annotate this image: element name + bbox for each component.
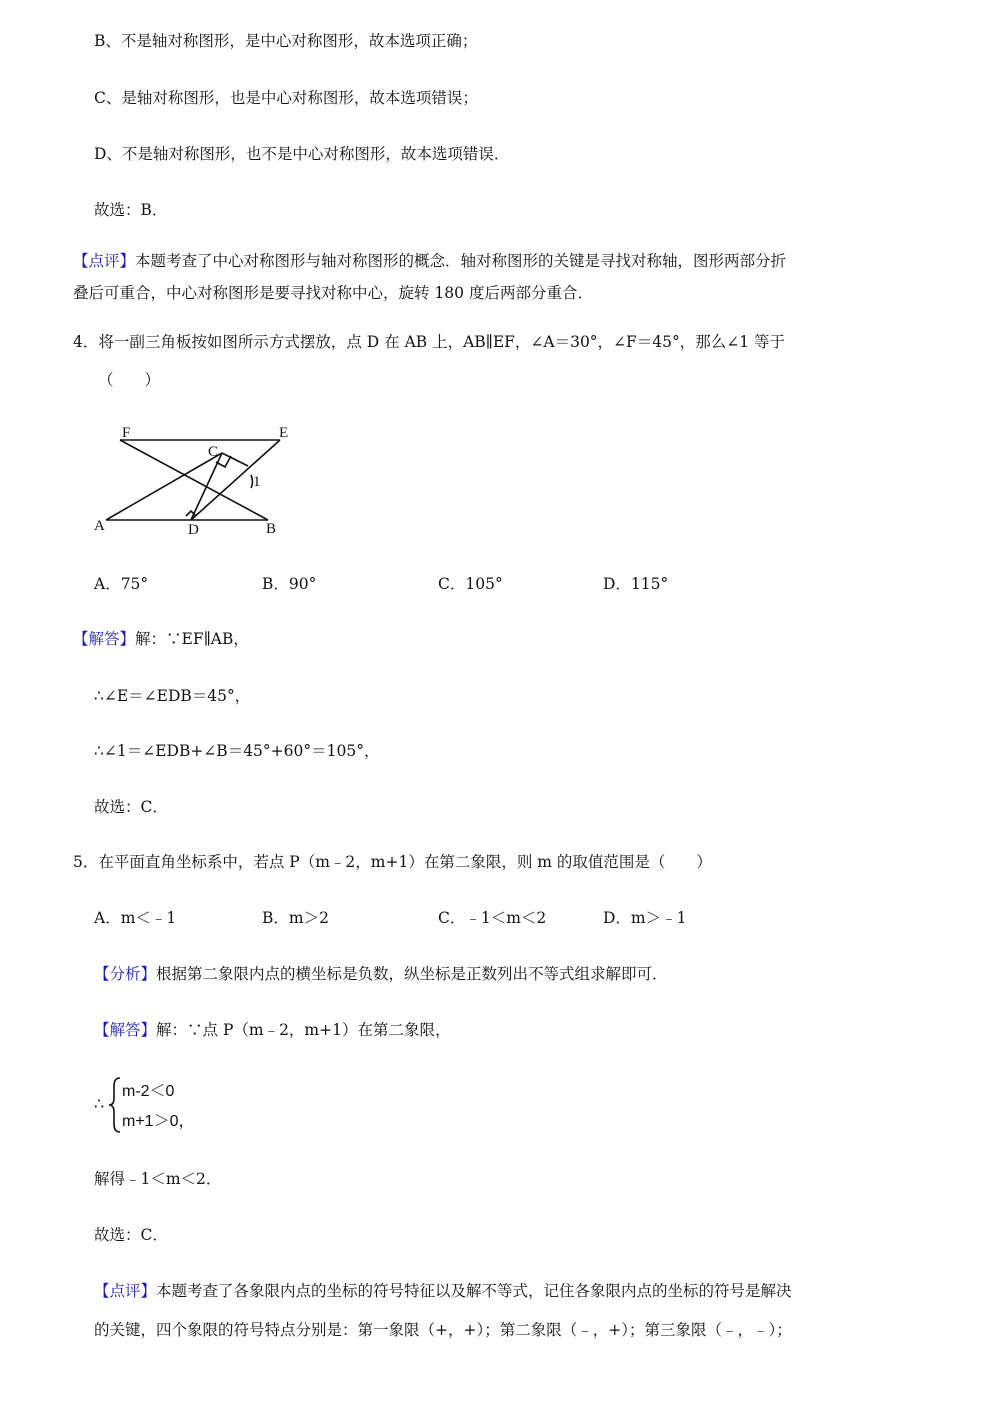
line-fb [120,440,268,520]
q4-answer-text-1: 解：∵EF∥AB， [135,630,249,648]
q4-answer-line-3: ∴∠1＝∠EDB+∠B＝45°+60°＝105°， [94,742,380,760]
option-c-explanation: C、是轴对称图形，也是中心对称图形，故本选项错误； [94,89,478,107]
triangle-figure [90,420,310,545]
q5-answer-line-1 [94,1019,450,1041]
inequality-comma: ， [178,1113,195,1130]
q5-option-b: B．m＞2 [262,909,329,927]
review-tag: 【点评】 [94,1282,157,1300]
q5-review-line-1 [94,1280,792,1302]
q5-analysis [94,963,668,985]
q5-choose: 故选：C． [94,1226,168,1244]
option-d-explanation: D、不是轴对称图形，也不是中心对称图形，故本选项错误． [94,145,510,163]
label-1: 1 [253,474,261,490]
label-d: D [188,522,199,538]
q4-option-a: A．75° [94,575,149,593]
question-5-text: 5．在平面直角坐标系中，若点 P（m﹣2，m+1）在第二象限，则 m 的取值范围是（ ） [73,853,712,871]
label-f: F [122,425,131,441]
q4-option-c: C．105° [438,575,503,593]
label-e: E [279,425,289,441]
q4-option-b: B．90° [262,575,317,593]
label-b: B [266,521,277,537]
inequality-1: m-2＜0 [122,1083,175,1100]
inequality-2 [122,1108,195,1131]
inequality-2-text: m+1＞0 [122,1113,179,1130]
review-tag: 【点评】 [73,252,136,270]
q4-choose: 故选：C． [94,798,168,816]
review-line-1 [73,250,786,272]
q5-review-line-2: 的关键，四个象限的符号特点分别是：第一象限（+，+）；第二象限（﹣，+）；第三象限（﹣，﹣）； [94,1321,792,1339]
q5-answer-text-1: 解：∵点 P（m﹣2，m+1）在第二象限， [156,1021,451,1039]
q5-solve: 解得﹣1＜m＜2． [94,1170,222,1188]
question-4-text: 4．将一副三角板按如图所示方式摆放，点 D 在 AB 上，AB∥EF，∠A＝30°，∠F＝45°，那么∠1 等于 [73,333,786,351]
q5-option-a: A．m＜﹣1 [94,909,177,927]
therefore-symbol: ∴ [94,1094,105,1113]
choose-answer-q3: 故选：B． [94,201,168,219]
label-a: A [94,518,105,534]
brace-icon [108,1076,122,1134]
q5-analysis-text: 根据第二象限内点的横坐标是负数，纵坐标是正数列出不等式组求解即可． [156,965,668,983]
review-text-1: 本题考查了中心对称图形与轴对称图形的概念．轴对称图形的关键是寻找对称轴，图形两部分折 [135,252,787,270]
q5-review-text-1: 本题考查了各象限内点的坐标的符号特征以及解不等式，记住各象限内点的坐标的符号是解决 [156,1282,792,1300]
question-4-paren: （ ） [98,371,161,389]
q5-option-c: C．﹣1＜m＜2 [438,909,547,927]
q5-option-d: D．m＞﹣1 [603,909,687,927]
q4-answer-line-2: ∴∠E＝∠EDB＝45°， [94,687,251,705]
answer-tag: 【解答】 [94,1021,157,1039]
line-ed [191,440,280,520]
answer-tag: 【解答】 [73,630,136,648]
review-line-2: 叠后可重合，中心对称图形是要寻找对称中心，旋转 180 度后两部分重合． [73,284,593,302]
label-c: C [208,444,219,460]
option-b-explanation: B、不是轴对称图形，是中心对称图形，故本选项正确； [94,32,478,50]
inequality-system [94,1074,234,1136]
analysis-tag: 【分析】 [94,965,157,983]
q4-option-d: D．115° [603,575,669,593]
q4-answer-line-1 [73,628,249,650]
